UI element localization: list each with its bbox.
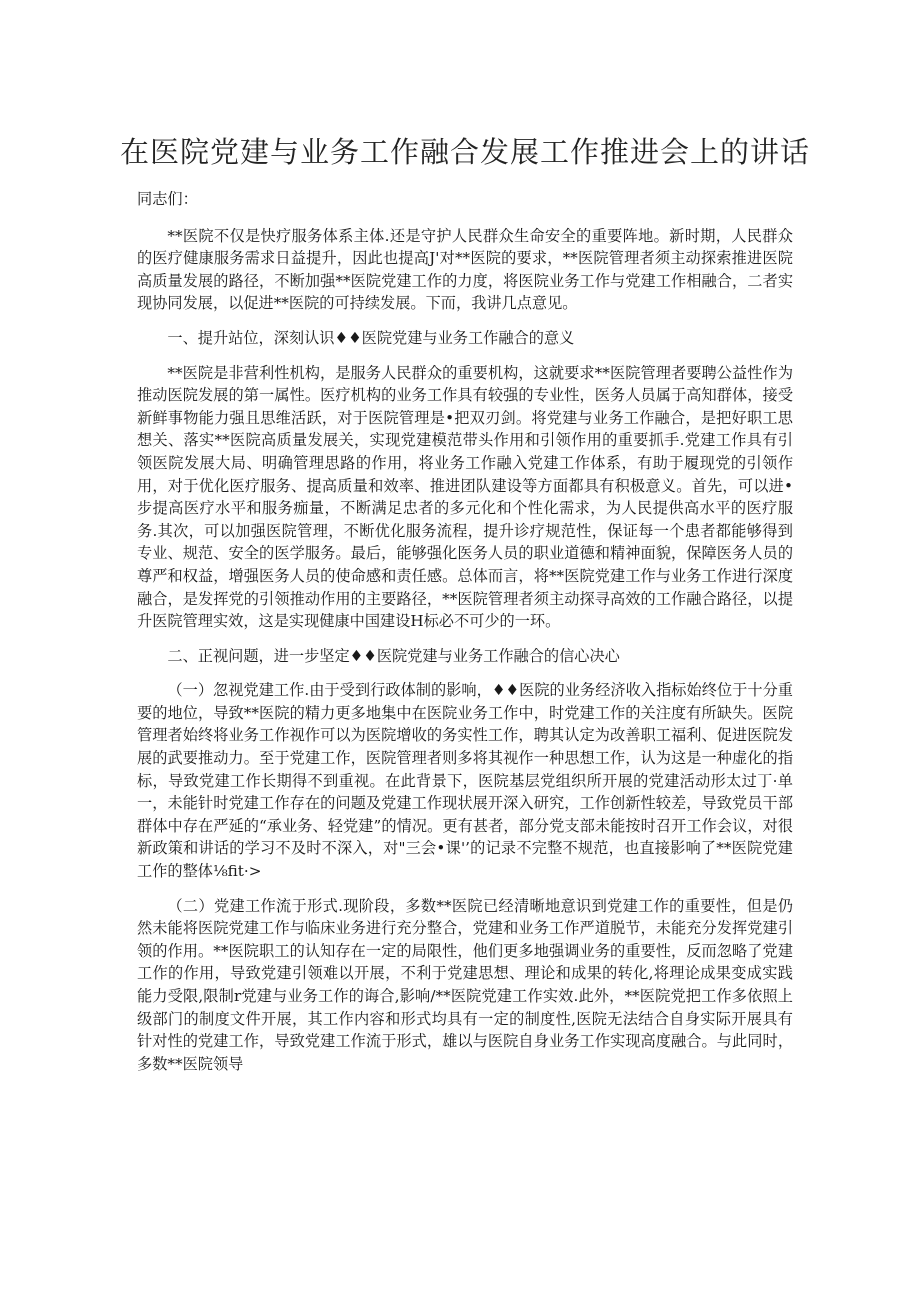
document-body <box>137 188 793 1087</box>
subsection-2-paragraph: （二）党建工作流于形式.现阶段，多数**医院已经清晰地意识到党建工作的重要性，但是仍然未能将医院党建工作与临床业务进行充分整合，党建和业务工作严道脱节，未能充分发挥党建引领的作用。**医院职工的认知存在一定的局限性，他们更多地强调业务的重要性，反而忽略了党建工作的作用，导致党建引领难以开展，不利于党建思想、理论和成果的转化,将理论成果变成实践能力受限,限制r党建与业务工作的诲合,影响/**医院党建工作实效.此外，**医院党把工作多依照上级部门的制度文件开展，其工作内容和形式均具有一定的制度性,医院无法结合自身实际开展具有针对性的党建工作，导致党建工作流于形式，雄以与医院自身业务工作实现高度融合。与此同时，多数**医院领导 <box>137 896 793 1073</box>
section-heading-2: 二、正视问题，进一步坚定♦♦医院党建与业务工作融合的信心决心 <box>167 646 620 665</box>
section-1-paragraph: **医院是非营利性机构，是服务人民群众的重要机构，这就要求**医院管理者要聘公益性作为推动医院发展的第一属性。医疗机构的业务工作具有较强的专业性，医务人员属于高知群体，接受新鲜事物能力强且思维活跃，对于医院管理是•把双刃剑。将党建与业务工作融合，是把好职工思想关、落实**医院高质量发展关，实现党建模范带头作用和引领作用的重要抓手.党建工作具有引领医院发展大局、明确管理思路的作用，将业务工作融入党建工作体系，有助于履现党的引领作用，对于优化医疗服务、提高质量和效率、推进团队建设等方面都具有积极意义。首先，可以进•步提高医疗水平和服务痂量，不断满足忠者的多元化和个性化需求，为人民提供高水平的医疗服务.其次，可以加强医院管理，不断优化服务流程，提升诊疗规范性，保证每一个患者都能够得到专业、规范、安全的医学服务。最后，能够强化医务人员的职业道德和精神面貌，保障医务人员的尊严和权益，增强医务人员的使命感和责任感。总体而言，将**医院党建工作与业务工作进行深度融合，是发挥党的引领推动作用的主要路径，**医院管理者须主动探寻高效的工作融合路径，以提升医院管理实效，这是实现健康中国建设H标必不可少的一环。 <box>137 363 793 631</box>
salutation: 同志们： <box>137 190 198 208</box>
subsection-1-paragraph: （一）忽视党建工作.由于受到行政体制的影响，♦♦医院的业务经济收入指标始终位于十分重要的地位，导致**医院的精力更多地集中在医院业务工作中，时党建工作的关注度有所缺失。医院管理者始终将业务工作视作可以为医院增收的务实性工作，聘其认定为改善职工福利、促进医院发展的武要推动力。至于党建工作，医院管理者则多将其视作一种思想工作，认为这是一种虚化的指标，导致党建工作长期得不到重视。在此背景下，医院基层党组织所开展的党建活动形太过丁·单一，未能针时党建工作存在的问题及党建工作现状展开深入研究，工作创新性较差，导致党员干部群体中存在严延的“承业务、轻党建”的情况。更有甚者，部分党支部未能按时召开工作会议，对很新政策和讲话的学习不及时不深入，对"三会•课'’的记录不完整不规范，也直接影响了**医院党建工作的整体⅛fit·> <box>137 681 793 881</box>
section-heading-1: 一、提升站位，深刻认识♦♦医院党建与业务工作融合的意义 <box>167 328 575 347</box>
document-title: 在医院党建与业务工作融合发展工作推进会上的讲话 <box>120 135 811 169</box>
intro-paragraph: **医院不仅是快疗服务体系主体.还是守护人民群众生命安全的重要阵地。新时期，人民群众的医疗健康服务需求日益提升，因此也提高J'对**医院的要求，**医院管理者须主动探索推进医院高质量发展的路径，不断加强**医院党建工作的力度，将医院业务工作与党建工作相融合，二者实现协同发展，以促进**医院的可持续发展。下而，我讲几点意见。 <box>137 226 793 313</box>
